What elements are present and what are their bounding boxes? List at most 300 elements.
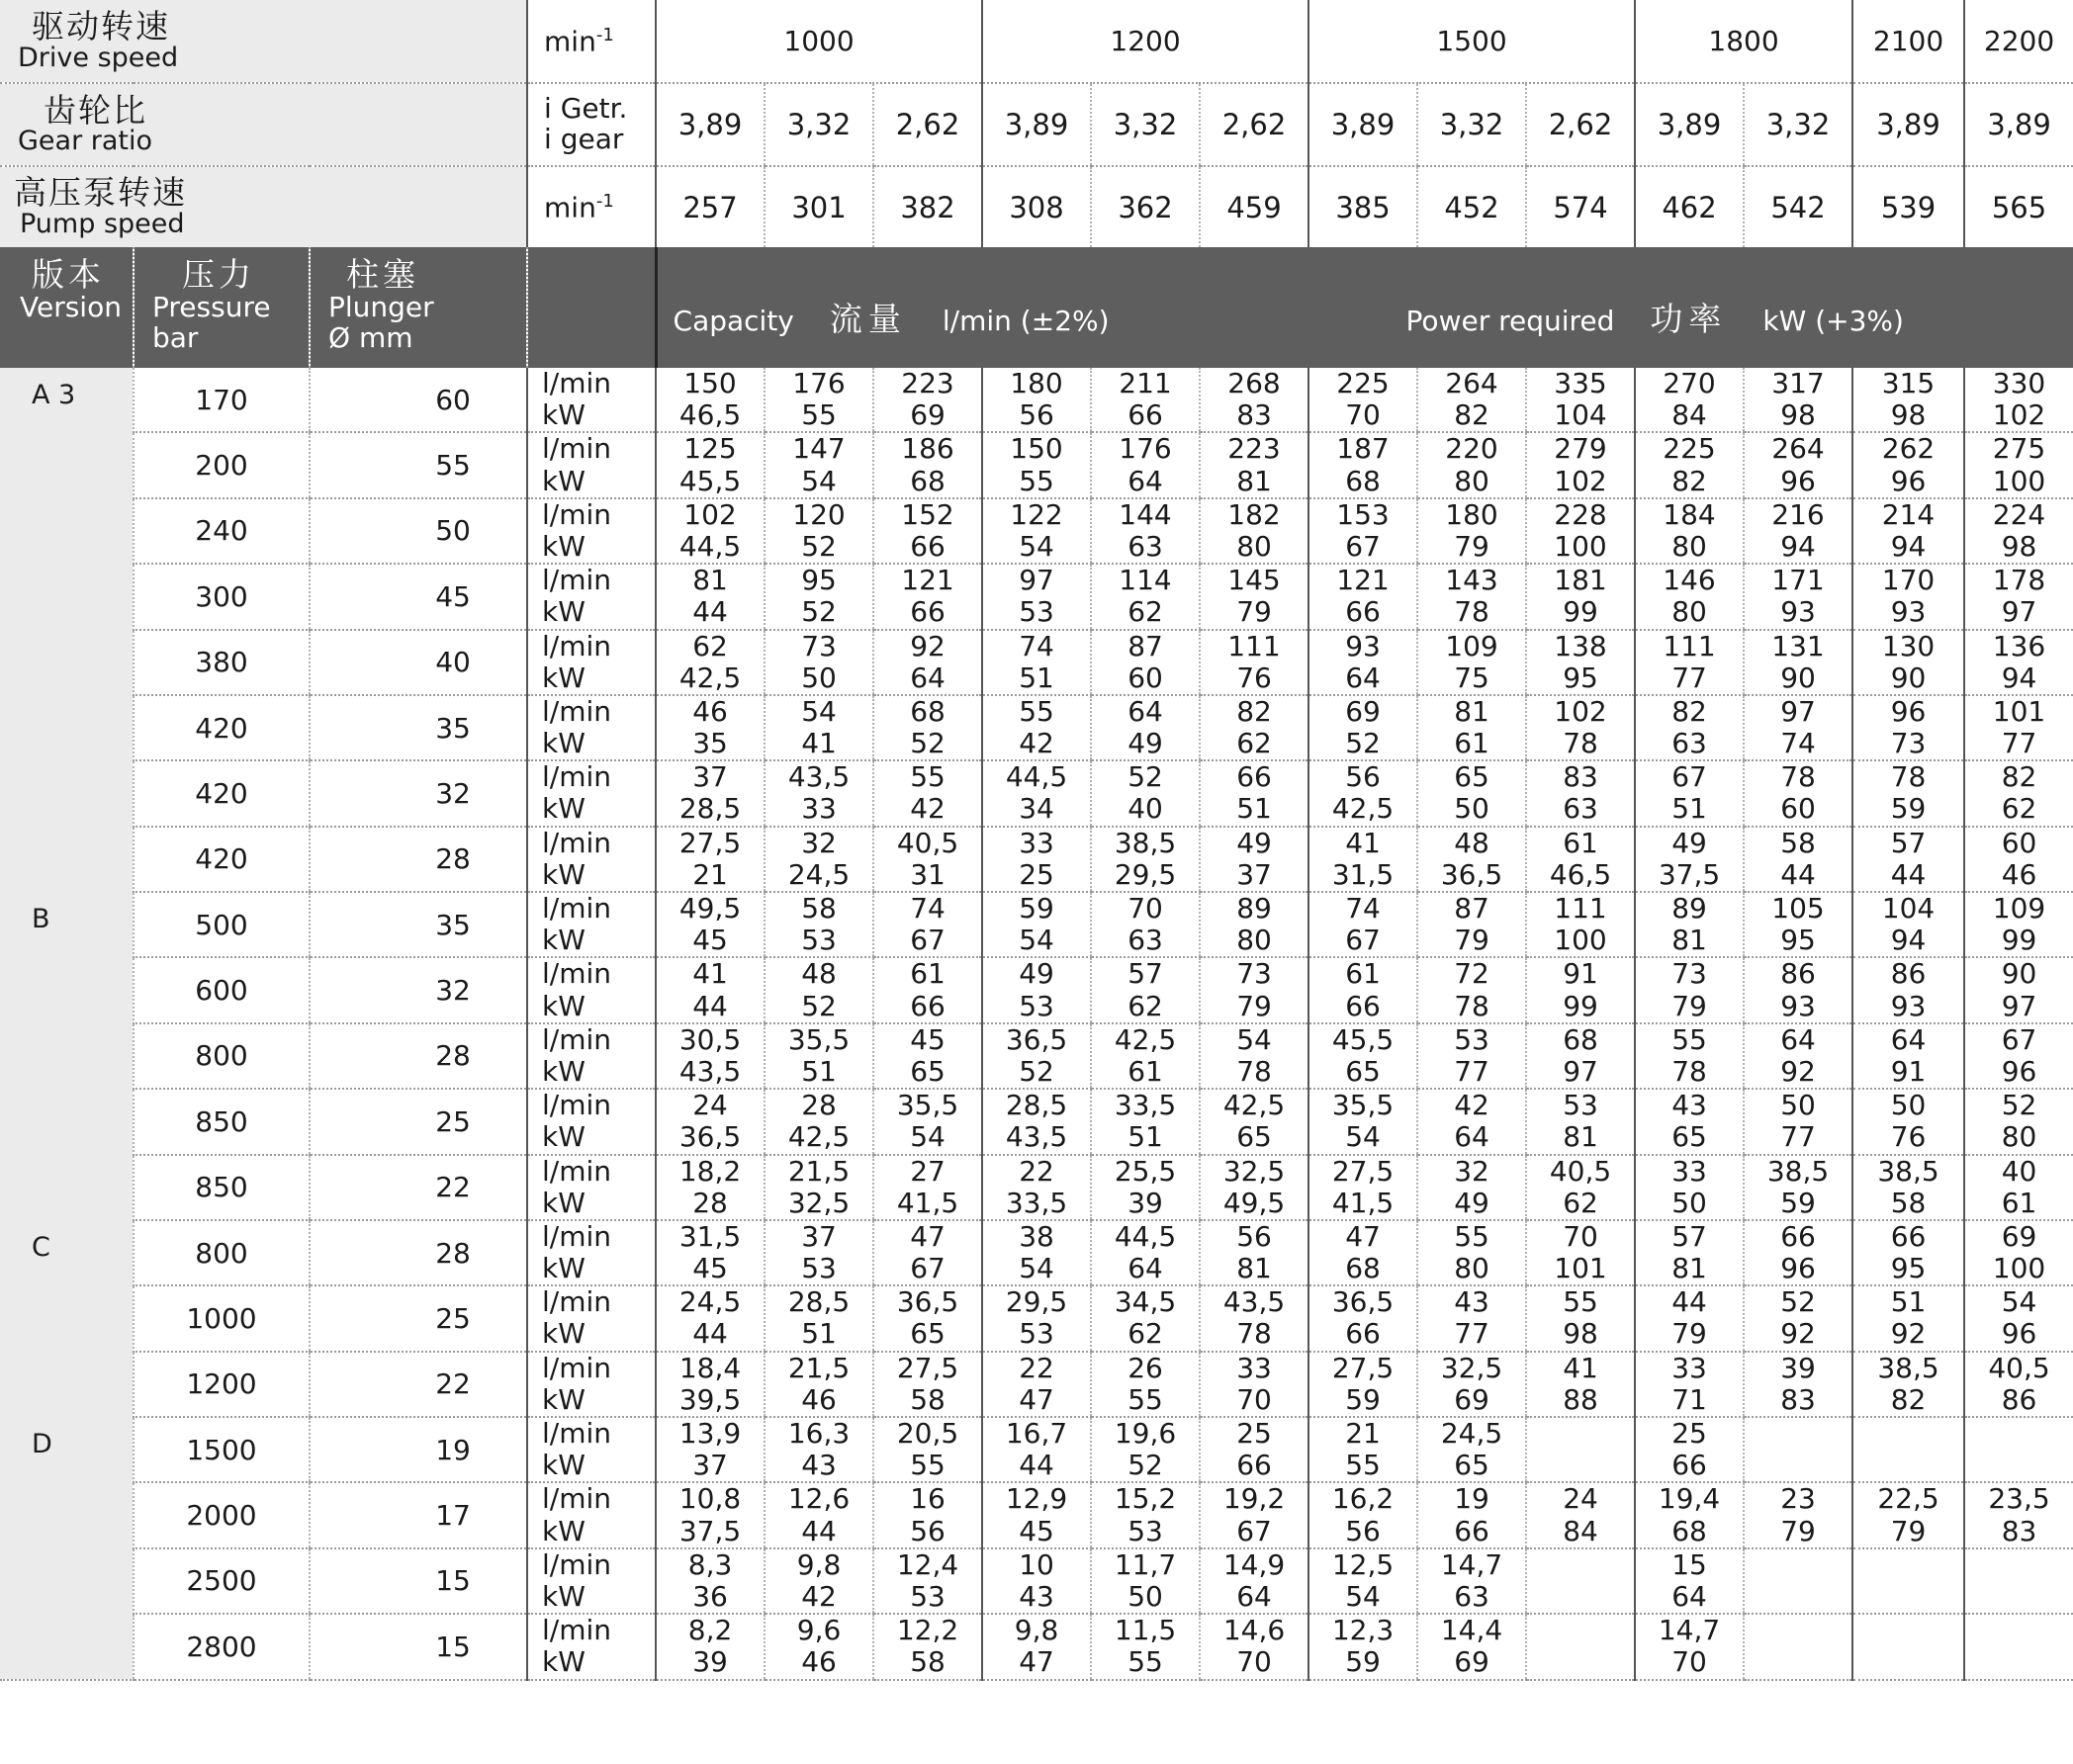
flow-value: 125 (683, 432, 737, 466)
power-unit: kW (542, 398, 586, 432)
data-cell (1200, 1023, 1308, 1089)
flow-value: 33,5 (1114, 1089, 1177, 1122)
data-cell (873, 827, 982, 892)
power-value: 51 (1671, 792, 1707, 826)
flow-value: 32,5 (1440, 1351, 1503, 1384)
power-value: 45 (692, 1252, 728, 1285)
flow-value: 27,5 (678, 826, 742, 859)
data-cell (1308, 368, 1417, 432)
power-value: 44 (1890, 857, 1927, 891)
flow-value: 14,7 (1440, 1547, 1503, 1581)
gear-ratio-value: 3,89 (982, 83, 1091, 166)
power-value: 45,5 (678, 464, 742, 497)
power-value: 52 (801, 595, 837, 629)
pressure-header-en: Pressure (152, 291, 271, 324)
pump-speed-value: 362 (1091, 166, 1200, 247)
power-value: 44 (692, 1317, 728, 1351)
data-cell (1852, 1023, 1964, 1089)
power-unit: kW (542, 1449, 586, 1482)
data-cell (1308, 1417, 1417, 1482)
power-value: 77 (1671, 661, 1707, 694)
power-value: 46 (801, 1382, 837, 1416)
flow-value: 40 (2001, 1154, 2037, 1188)
gear-ratio-value: 3,89 (1964, 83, 2073, 166)
flow-value: 224 (1992, 497, 2046, 531)
flow-unit: l/min (542, 1089, 612, 1122)
flow-value: 143 (1445, 564, 1498, 597)
power-value: 82 (1890, 1382, 1927, 1416)
data-cell (982, 1285, 1091, 1351)
data-cell (1744, 1614, 1852, 1679)
flow-unit: l/min (542, 1154, 612, 1188)
flow-value: 62 (692, 629, 728, 662)
power-value: 63 (1454, 1579, 1489, 1613)
power-value: 93 (1780, 989, 1816, 1022)
data-cell (765, 630, 873, 695)
data-cell (1308, 1023, 1417, 1089)
data-cell (1308, 827, 1417, 892)
power-value: 97 (2001, 989, 2037, 1022)
power-value: 63 (1127, 924, 1163, 957)
power-value: 76 (1236, 661, 1272, 694)
data-cell (1964, 1548, 2073, 1614)
power-value: 80 (2001, 1120, 2037, 1154)
power-value: 92 (1890, 1317, 1927, 1351)
flow-value: 42,5 (1114, 1022, 1177, 1056)
version-header (0, 247, 134, 368)
flow-value (1965, 1418, 2073, 1450)
data-cell (1091, 1548, 1200, 1614)
power-value: 96 (1780, 1252, 1816, 1285)
data-cell (765, 1285, 873, 1351)
version-cell (0, 957, 134, 1022)
data-cell (765, 695, 873, 760)
power-value: 79 (1454, 529, 1489, 563)
power-value: 40 (1127, 792, 1163, 826)
flow-value: 16,7 (1005, 1417, 1068, 1450)
version-cell: C (0, 1220, 134, 1285)
flow-value: 21,5 (787, 1351, 851, 1384)
flow-value: 43 (1454, 1285, 1489, 1319)
power-value (1853, 1646, 1963, 1678)
power-value: 34 (1019, 792, 1054, 826)
flow-value: 114 (1119, 564, 1172, 597)
pressure-cell: 420 (134, 760, 310, 826)
power-value: 97 (1563, 1054, 1598, 1088)
flow-value: 21 (1345, 1417, 1381, 1450)
data-cell (1200, 1089, 1308, 1154)
flow-value: 27,5 (1331, 1351, 1395, 1384)
power-value: 59 (1780, 1186, 1816, 1219)
power-value: 79 (1236, 989, 1272, 1022)
flow-value: 97 (1019, 564, 1054, 597)
flow-value: 28,5 (1005, 1089, 1068, 1122)
power-value: 53 (1019, 989, 1054, 1022)
power-value: 53 (1019, 595, 1054, 629)
power-value (1965, 1450, 2073, 1481)
power-unit: kW (542, 1514, 586, 1547)
power-value: 74 (1780, 727, 1816, 760)
data-cell (1964, 1089, 2073, 1154)
data-cell (1635, 368, 1744, 432)
flow-value: 49 (1671, 826, 1707, 859)
data-cell (1635, 432, 1744, 497)
flow-value: 109 (1445, 629, 1498, 662)
data-cell (1200, 827, 1308, 892)
power-value: 95 (1563, 661, 1598, 694)
data-cell (765, 1417, 873, 1482)
flow-value: 171 (1771, 564, 1825, 597)
flow-unit: l/min (542, 1351, 612, 1384)
power-value: 55 (1127, 1645, 1163, 1679)
data-cell (1417, 498, 1526, 564)
flow-value: 55 (1019, 694, 1054, 728)
flow-value: 49 (1236, 826, 1272, 859)
power-value: 54 (910, 1120, 946, 1154)
power-value: 65 (1236, 1120, 1272, 1154)
unit-cell (527, 1482, 656, 1547)
power-value: 64 (1345, 661, 1381, 694)
flow-value (1527, 1615, 1634, 1646)
table-row (0, 1155, 2073, 1220)
data-cell (1526, 760, 1635, 826)
flow-value: 73 (1671, 957, 1707, 991)
data-cell (1964, 957, 2073, 1022)
pump-speed-value: 452 (1417, 166, 1526, 247)
data-cell (1964, 1220, 2073, 1285)
flow-value: 78 (1890, 760, 1927, 794)
power-value: 79 (1671, 989, 1707, 1022)
power-value: 59 (1345, 1645, 1381, 1679)
data-cell (1091, 1155, 1200, 1220)
data-cell (1091, 695, 1200, 760)
unit-cell (527, 1614, 656, 1679)
flow-value: 57 (1890, 826, 1927, 859)
data-cell (1091, 630, 1200, 695)
power-value: 94 (1890, 924, 1927, 957)
flow-value: 82 (1236, 694, 1272, 728)
plunger-cell: 25 (310, 1285, 527, 1351)
power-value: 80 (1454, 1252, 1489, 1285)
data-cell (765, 1548, 873, 1614)
power-value (1965, 1646, 2073, 1678)
power-value: 41,5 (1331, 1186, 1395, 1219)
data-cell (1200, 368, 1308, 432)
flow-value: 28 (801, 1089, 837, 1122)
power-value: 81 (1671, 1252, 1707, 1285)
flow-value: 12,4 (896, 1547, 959, 1581)
power-value: 54 (1345, 1579, 1381, 1613)
data-cell (873, 498, 982, 564)
power-unit: kW (542, 1317, 586, 1351)
plunger-cell: 28 (310, 1023, 527, 1089)
power-value: 79 (1236, 595, 1272, 629)
pump-speed-value: 385 (1308, 166, 1417, 247)
pressure-cell: 800 (134, 1023, 310, 1089)
power-value: 67 (1236, 1514, 1272, 1547)
flow-value: 14,7 (1658, 1614, 1721, 1647)
data-cell (982, 368, 1091, 432)
power-value: 69 (1454, 1382, 1489, 1416)
power-value: 100 (1992, 464, 2046, 497)
power-value: 31,5 (1331, 857, 1395, 891)
flow-value: 56 (1236, 1219, 1272, 1253)
data-cell (656, 1352, 765, 1417)
flow-unit: l/min (542, 1022, 612, 1056)
power-value: 45 (692, 924, 728, 957)
flow-value: 268 (1227, 368, 1281, 399)
power-value: 66 (1345, 1317, 1381, 1351)
data-cell (1852, 827, 1964, 892)
power-value: 92 (1780, 1054, 1816, 1088)
data-cell (1526, 1352, 1635, 1417)
data-cell (1852, 1089, 1964, 1154)
power-value: 82 (1454, 398, 1489, 432)
flow-value: 315 (1881, 368, 1936, 399)
power-value: 32,5 (787, 1186, 851, 1219)
plunger-cell: 60 (310, 368, 527, 432)
power-value: 54 (801, 464, 837, 497)
power-value: 24,5 (787, 857, 851, 891)
data-cell (1964, 498, 2073, 564)
flow-value: 8,2 (687, 1614, 733, 1647)
power-value: 90 (1780, 661, 1816, 694)
power-value: 100 (1554, 924, 1607, 957)
data-cell (1308, 1614, 1417, 1679)
data-cell (1200, 1155, 1308, 1220)
pressure-cell: 1000 (134, 1285, 310, 1351)
pressure-cell: 170 (134, 368, 310, 432)
data-cell (1417, 827, 1526, 892)
flow-value: 121 (901, 564, 954, 597)
power-value: 58 (1890, 1186, 1927, 1219)
data-cell (1635, 1548, 1744, 1614)
pump-speed-unit (527, 166, 656, 247)
power-unit: kW (542, 661, 586, 694)
data-cell (982, 827, 1091, 892)
flow-value: 51 (1890, 1285, 1927, 1319)
flow-value: 52 (1127, 760, 1163, 794)
power-value: 50 (1127, 1579, 1163, 1613)
flow-value: 187 (1336, 432, 1390, 466)
flow-value: 74 (1019, 629, 1054, 662)
power-value: 33,5 (1005, 1186, 1068, 1219)
version-cell (0, 1155, 134, 1220)
power-value (1853, 1450, 1963, 1481)
unit-cell (527, 564, 656, 629)
flow-value: 122 (1010, 497, 1063, 531)
data-cell (765, 760, 873, 826)
plunger-cell: 35 (310, 892, 527, 957)
flow-value: 46 (692, 694, 728, 728)
flow-value (1527, 1418, 1634, 1450)
data-cell (1308, 1548, 1417, 1614)
power-value: 94 (2001, 661, 2037, 694)
data-cell (1964, 1352, 2073, 1417)
data-cell (1200, 432, 1308, 497)
data-cell (1417, 695, 1526, 760)
pump-speed-value: 539 (1852, 166, 1964, 247)
gear-ratio-value: 3,89 (1852, 83, 1964, 166)
flow-value: 73 (801, 629, 837, 662)
unit-cell (527, 1155, 656, 1220)
power-value: 63 (1563, 792, 1598, 826)
power-value: 81 (1671, 924, 1707, 957)
power-value: 64 (910, 661, 946, 694)
power-value: 67 (1345, 529, 1381, 563)
data-cell (1417, 564, 1526, 629)
unit-cell (527, 368, 656, 432)
unit-cell (527, 630, 656, 695)
flow-value: 23 (1780, 1482, 1816, 1516)
flow-value: 32 (1454, 1154, 1489, 1188)
flow-unit: l/min (542, 1547, 612, 1581)
data-cell (1200, 1417, 1308, 1482)
flow-unit: l/min (542, 432, 612, 466)
table-row (0, 827, 2073, 892)
power-value: 52 (801, 989, 837, 1022)
data-cell (1526, 957, 1635, 1022)
flow-value: 150 (683, 368, 737, 399)
data-cell (982, 1155, 1091, 1220)
flow-value: 52 (2001, 1089, 2037, 1122)
power-value: 83 (1780, 1382, 1816, 1416)
power-value: 79 (1780, 1514, 1816, 1547)
data-cell (1744, 957, 1852, 1022)
power-value: 44,5 (678, 529, 742, 563)
power-value: 55 (1019, 464, 1054, 497)
data-cell (1964, 1155, 2073, 1220)
flow-value: 61 (910, 957, 946, 991)
version-cell (0, 1352, 134, 1417)
data-cell (873, 564, 982, 629)
unit-header-blank (527, 247, 656, 368)
table-row (0, 498, 2073, 564)
power-unit: kW (542, 1382, 586, 1416)
data-cell (1852, 1548, 1964, 1614)
flow-value: 225 (1336, 368, 1390, 399)
data-cell (1308, 695, 1417, 760)
power-value: 78 (1563, 727, 1598, 760)
plunger-header-cn: 柱塞 (346, 255, 419, 294)
data-cell (1417, 1482, 1526, 1547)
power-value: 53 (910, 1579, 946, 1613)
flow-value: 23,5 (1988, 1482, 2050, 1516)
version-cell (0, 1023, 134, 1089)
power-value: 98 (1890, 398, 1927, 432)
power-value: 64 (1236, 1579, 1272, 1613)
power-value: 37,5 (678, 1514, 742, 1547)
power-value: 66 (910, 595, 946, 629)
flow-unit: l/min (542, 1417, 612, 1450)
flow-value: 11,7 (1114, 1547, 1177, 1581)
data-cell (1200, 1614, 1308, 1679)
data-cell (1417, 760, 1526, 826)
data-cell (1852, 1417, 1964, 1482)
power-value: 52 (801, 529, 837, 563)
power-value: 99 (2001, 924, 2037, 957)
data-cell (1308, 760, 1417, 826)
flow-value: 16,3 (787, 1417, 851, 1450)
flow-value: 49,5 (678, 892, 742, 925)
table-row (0, 564, 2073, 629)
data-cell (1852, 368, 1964, 432)
flow-value: 180 (1010, 368, 1063, 399)
plunger-cell: 15 (310, 1548, 527, 1614)
data-cell (1744, 368, 1852, 432)
flow-value: 24 (692, 1089, 728, 1122)
power-unit: kW (542, 1252, 586, 1285)
power-value (1745, 1450, 1851, 1481)
plunger-header-en: Plunger (328, 291, 434, 324)
power-value: 54 (1019, 924, 1054, 957)
plunger-cell: 35 (310, 695, 527, 760)
flow-value: 40,5 (1988, 1351, 2050, 1384)
power-value: 69 (1454, 1645, 1489, 1679)
power-value: 101 (1554, 1252, 1607, 1285)
gear-ratio-value: 3,89 (656, 83, 765, 166)
flow-unit: l/min (542, 694, 612, 728)
power-value: 77 (1454, 1054, 1489, 1088)
data-cell (1308, 1285, 1417, 1351)
flow-value: 74 (1345, 892, 1381, 925)
flow-unit: l/min (542, 1285, 612, 1319)
flow-unit: l/min (542, 957, 612, 991)
power-value: 43 (801, 1449, 837, 1482)
data-cell (1852, 498, 1964, 564)
flow-value: 33 (1671, 1154, 1707, 1188)
power-value: 28,5 (678, 792, 742, 826)
data-cell (1091, 1023, 1200, 1089)
version-cell (0, 1089, 134, 1154)
power-value: 64 (1127, 1252, 1163, 1285)
drive-speed-unit-base: min (544, 25, 596, 58)
flow-value: 18,2 (678, 1154, 742, 1188)
flow-value: 97 (1780, 694, 1816, 728)
power-value: 95 (1890, 1252, 1927, 1285)
unit-cell (527, 695, 656, 760)
flow-value: 73 (1236, 957, 1272, 991)
data-cell (1526, 1089, 1635, 1154)
power-value: 78 (1236, 1317, 1272, 1351)
data-cell (1417, 1614, 1526, 1679)
data-cell (1635, 1352, 1744, 1417)
data-cell (982, 1482, 1091, 1547)
flow-value: 31,5 (678, 1219, 742, 1253)
unit-cell (527, 827, 656, 892)
data-cell (765, 1220, 873, 1285)
data-cell (873, 695, 982, 760)
data-cell (873, 1548, 982, 1614)
power-value: 80 (1236, 924, 1272, 957)
data-cell (656, 368, 765, 432)
power-value: 67 (910, 924, 946, 957)
power-value: 75 (1454, 661, 1489, 694)
power-value: 55 (801, 398, 837, 432)
flow-value: 39 (1780, 1351, 1816, 1384)
flow-value: 50 (1890, 1089, 1927, 1122)
flow-value: 11,5 (1114, 1614, 1177, 1647)
flow-value: 38,5 (1877, 1154, 1939, 1188)
power-value: 64 (1454, 1120, 1489, 1154)
power-value: 68 (1345, 1252, 1381, 1285)
data-cell (765, 957, 873, 1022)
flow-unit: l/min (542, 368, 612, 399)
flow-value: 22 (1019, 1154, 1054, 1188)
data-cell (1964, 1417, 2073, 1482)
data-cell (1417, 432, 1526, 497)
power-value: 65 (910, 1054, 946, 1088)
